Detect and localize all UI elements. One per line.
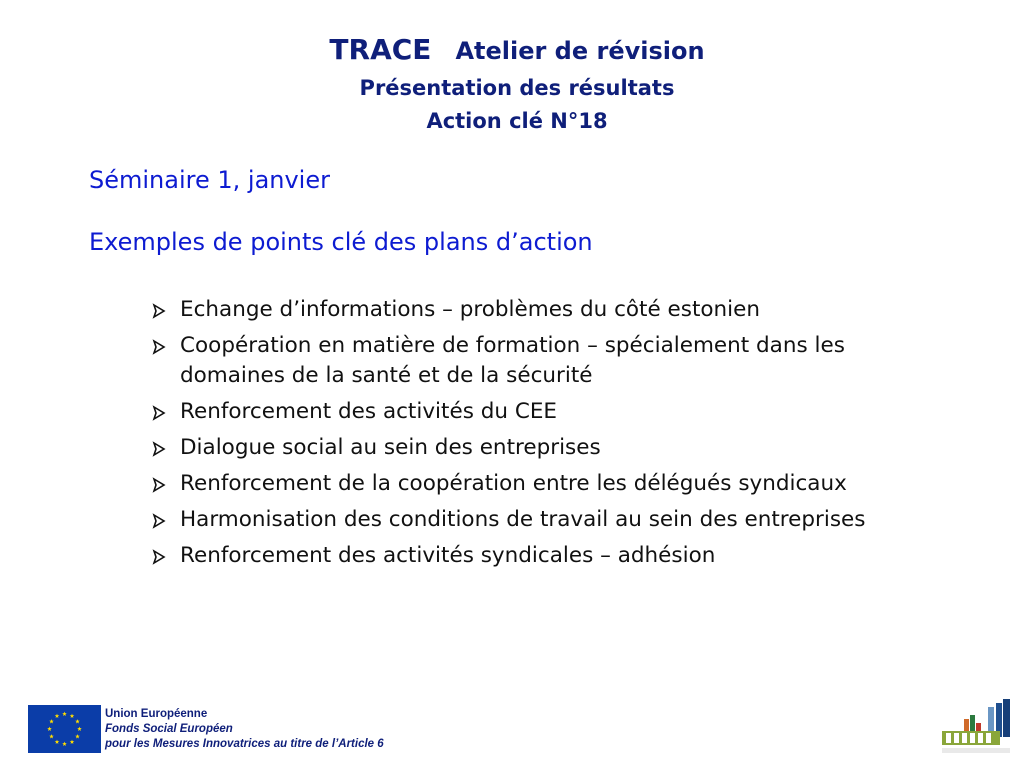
list-item xyxy=(147,397,947,427)
title-line-1 xyxy=(0,28,1024,72)
arrow-bullet-icon xyxy=(149,541,175,571)
eu-flag-icon xyxy=(28,705,101,753)
list-item xyxy=(147,541,947,571)
examples-heading: Exemples de points clé des plans d’action xyxy=(89,228,593,256)
arrow-bullet-icon xyxy=(149,505,175,535)
action-points-list xyxy=(147,295,947,577)
list-item-text: Echange d’informations – problèmes du côté estonien xyxy=(180,297,760,322)
list-item xyxy=(147,505,947,535)
eu-line-2: Fonds Social Européen xyxy=(105,723,233,735)
list-item-text: Coopération en matière de formation – spécialement dans les domaines de la santé et de la sécurité xyxy=(180,333,845,388)
seminar-heading: Séminaire 1, janvier xyxy=(89,166,330,194)
eu-footer xyxy=(28,705,384,753)
title-main: TRACE xyxy=(329,33,432,66)
list-item xyxy=(147,469,947,499)
list-item-text: Dialogue social au sein des entreprises xyxy=(180,435,601,460)
eu-line-1: Union Européenne xyxy=(105,708,208,720)
eu-funding-text xyxy=(105,705,384,752)
arrow-bullet-icon xyxy=(149,331,175,361)
arrow-bullet-icon xyxy=(149,397,175,427)
subtitle-presentation: Présentation des résultats xyxy=(359,76,675,100)
list-item-text: Renforcement de la coopération entre les délégués syndicaux xyxy=(180,471,847,496)
list-item-text: Harmonisation des conditions de travail au sein des entreprises xyxy=(180,507,866,532)
arrow-bullet-icon xyxy=(149,295,175,325)
eu-line-3: pour les Mesures Innovatrices au titre de l’Article 6 xyxy=(105,738,384,750)
slide-title xyxy=(0,28,1024,138)
list-item-text: Renforcement des activités syndicales – adhésion xyxy=(180,543,716,568)
title-sub: Atelier de révision xyxy=(455,37,705,65)
arrow-bullet-icon xyxy=(149,469,175,499)
list-item xyxy=(147,433,947,463)
list-item xyxy=(147,295,947,325)
arrow-bullet-icon xyxy=(149,433,175,463)
list-item-text: Renforcement des activités du CEE xyxy=(180,399,558,424)
subtitle-action: Action clé N°18 xyxy=(426,109,608,133)
list-item xyxy=(147,331,947,391)
trace-logo-icon xyxy=(940,699,1012,755)
